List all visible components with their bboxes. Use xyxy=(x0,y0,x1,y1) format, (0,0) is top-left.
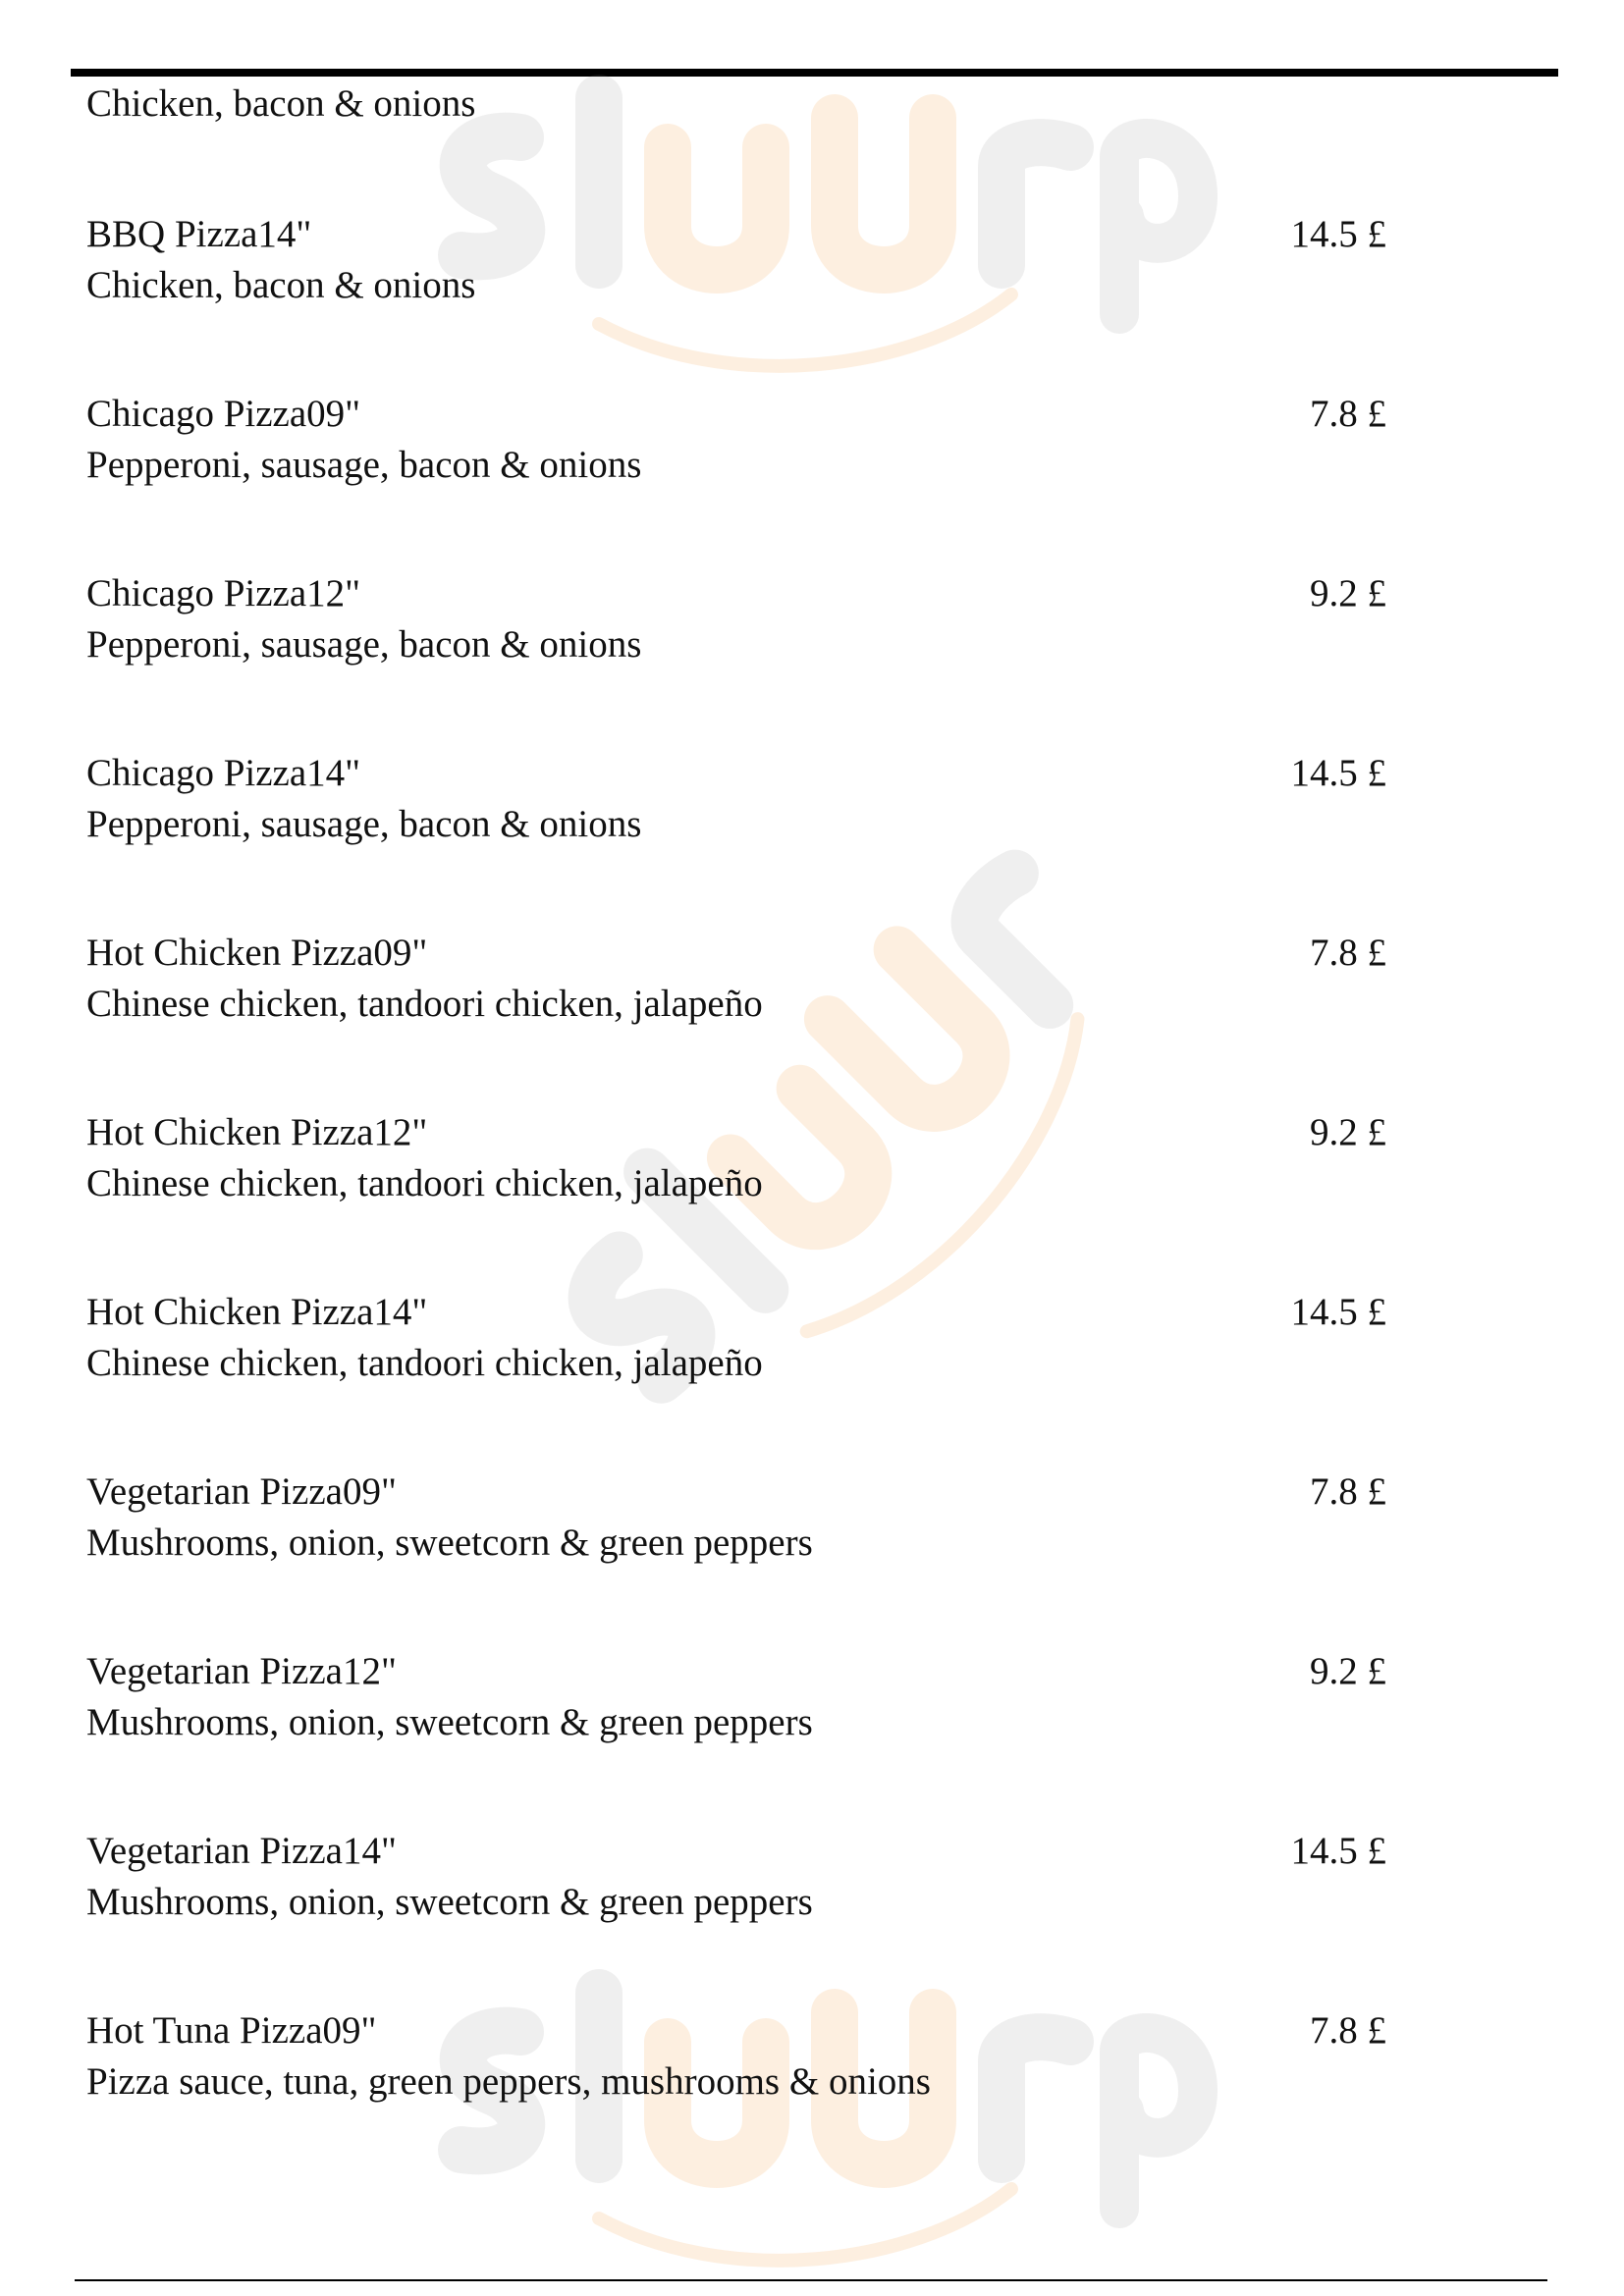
menu-item-name: Chicago Pizza09" xyxy=(86,393,361,435)
continued-description: Chicken, bacon & onions xyxy=(86,82,476,125)
menu-item-price: 7.8 £ xyxy=(1310,1470,1386,1513)
menu-item-price: 9.2 £ xyxy=(1310,572,1386,614)
menu-item-price: 7.8 £ xyxy=(1310,2009,1386,2052)
menu-item-price: 7.8 £ xyxy=(1310,932,1386,974)
bottom-rule xyxy=(75,2279,1547,2281)
menu-item-description: Chinese chicken, tandoori chicken, jalapeño xyxy=(86,1162,763,1204)
menu-item-price: 9.2 £ xyxy=(1310,1650,1386,1692)
menu-item-price: 14.5 £ xyxy=(1290,213,1386,255)
menu-item-description: Chinese chicken, tandoori chicken, jalapeño xyxy=(86,983,763,1025)
menu-item-price: 14.5 £ xyxy=(1290,752,1386,794)
menu-item-description: Chicken, bacon & onions xyxy=(86,264,476,306)
menu-item-price: 7.8 £ xyxy=(1310,393,1386,435)
menu-item-description: Pepperoni, sausage, bacon & onions xyxy=(86,444,642,486)
menu-item-description: Pepperoni, sausage, bacon & onions xyxy=(86,623,642,666)
menu-item-description: Mushrooms, onion, sweetcorn & green peppers xyxy=(86,1701,813,1743)
menu-item xyxy=(86,1468,1402,1586)
menu-item-price: 14.5 £ xyxy=(1290,1830,1386,1872)
menu-item-name: Hot Chicken Pizza14" xyxy=(86,1291,428,1333)
menu-item xyxy=(86,570,1402,688)
menu-item-name: Hot Tuna Pizza09" xyxy=(86,2009,377,2052)
menu-item xyxy=(86,211,1402,329)
menu-item-name: Vegetarian Pizza12" xyxy=(86,1650,397,1692)
menu-item xyxy=(86,1648,1402,1766)
menu-item xyxy=(86,1289,1402,1407)
menu-item-description: Pepperoni, sausage, bacon & onions xyxy=(86,803,642,845)
menu-item-price: 9.2 £ xyxy=(1310,1111,1386,1153)
menu-item-description: Mushrooms, onion, sweetcorn & green peppers xyxy=(86,1522,813,1564)
menu-item-name: Vegetarian Pizza14" xyxy=(86,1830,397,1872)
top-rule xyxy=(71,69,1558,77)
menu-item xyxy=(86,1828,1402,1946)
menu-item-name: Chicago Pizza14" xyxy=(86,752,361,794)
menu-item-description: Chinese chicken, tandoori chicken, jalapeño xyxy=(86,1342,763,1384)
menu-item xyxy=(86,930,1402,1047)
menu-item xyxy=(86,750,1402,868)
menu-item-name: Chicago Pizza12" xyxy=(86,572,361,614)
menu-item-name: Vegetarian Pizza09" xyxy=(86,1470,397,1513)
menu-item-name: Hot Chicken Pizza09" xyxy=(86,932,428,974)
menu-item-name: Hot Chicken Pizza12" xyxy=(86,1111,428,1153)
menu-item xyxy=(86,2007,1402,2125)
menu-item-price: 14.5 £ xyxy=(1290,1291,1386,1333)
menu-item-name: BBQ Pizza14" xyxy=(86,213,312,255)
menu-item xyxy=(86,1109,1402,1227)
menu-item xyxy=(86,391,1402,508)
menu-item-description: Pizza sauce, tuna, green peppers, mushrooms & onions xyxy=(86,2060,931,2103)
menu-item-description: Mushrooms, onion, sweetcorn & green peppers xyxy=(86,1881,813,1923)
